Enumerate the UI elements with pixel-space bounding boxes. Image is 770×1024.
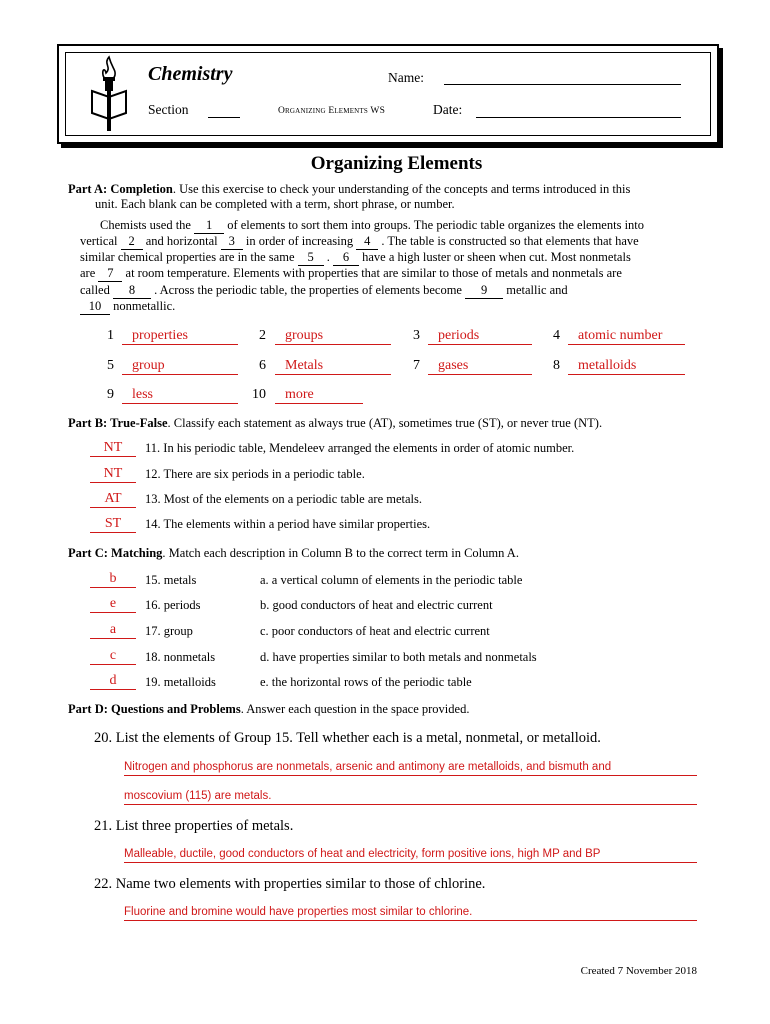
blank-6: 6 [333, 250, 359, 266]
partA-line3: similar chemical properties are in the same 5 . 6 have a high luster or sheen when cut. Most nonmetals [80, 250, 631, 264]
partA-line6: 10 nonmetallic. [80, 299, 175, 315]
partD-instructions [68, 702, 469, 717]
course-title: Chemistry [148, 63, 233, 85]
tf-statement: 13. Most of the elements on a periodic table are metals. [145, 492, 422, 506]
partB-instructions [68, 416, 602, 431]
match-description: a. a vertical column of elements in the periodic table [260, 573, 523, 587]
answer-1[interactable]: properties [122, 328, 238, 345]
section-field[interactable] [208, 117, 240, 118]
tf-answer[interactable]: AT [90, 491, 136, 508]
match-answer[interactable]: a [90, 622, 136, 639]
tf-answer[interactable]: NT [90, 440, 136, 457]
footer-created-date: Created 7 November 2018 [580, 965, 697, 977]
blank-3: 3 [221, 234, 243, 250]
partC-instructions-text: . Match each description in Column B to the correct term in Column A. [162, 546, 519, 560]
blank-10: 10 [80, 299, 110, 315]
tf-statement: 12. There are six periods in a periodic table. [145, 467, 365, 481]
partD-instructions-text: . Answer each question in the space provided. [240, 702, 470, 716]
blank-9: 9 [465, 283, 503, 299]
partA-heading: Part A: Completion [68, 182, 173, 196]
answer-9[interactable]: less [122, 387, 238, 404]
name-field[interactable] [444, 84, 681, 85]
blank-4: 4 [356, 234, 378, 250]
question-21: 21. List three properties of metals. [94, 818, 294, 834]
answer-7[interactable]: gases [428, 358, 532, 375]
name-label: Name: [388, 70, 424, 85]
match-term: 16. periods [145, 598, 201, 612]
answer-6[interactable]: Metals [275, 358, 391, 375]
tf-statement: 14. The elements within a period have similar properties. [145, 517, 431, 531]
section-label: Section [148, 102, 189, 117]
answer-20-line1[interactable]: Nitrogen and phosphorus are nonmetals, arsenic and antimony are metalloids, and bismuth and [124, 760, 697, 776]
match-term: 17. group [145, 624, 193, 638]
blank-8: 8 [113, 283, 151, 299]
partB-heading: Part B: True-False [68, 416, 168, 430]
answer-2[interactable]: groups [275, 328, 391, 345]
partC-instructions [68, 546, 519, 561]
blank-2: 2 [121, 234, 143, 250]
answer-4[interactable]: atomic number [568, 328, 685, 345]
answer-22[interactable]: Fluorine and bromine would have properties most similar to chlorine. [124, 905, 697, 921]
partA-line5: called 8 . Across the periodic table, the properties of elements become 9 metallic and [80, 283, 568, 297]
blank-7: 7 [98, 266, 122, 282]
answer-5[interactable]: group [122, 358, 238, 375]
match-answer[interactable]: e [90, 596, 136, 613]
answer-3[interactable]: periods [428, 328, 532, 345]
worksheet-header [57, 44, 719, 144]
question-22: 22. Name two elements with properties similar to those of chlorine. [94, 876, 486, 892]
partB-instructions-text: . Classify each statement as always true (AT), sometimes true (ST), or never true (NT). [167, 416, 603, 430]
answer-21[interactable]: Malleable, ductile, good conductors of heat and electricity, form positive ions, high MP and BP [124, 847, 697, 863]
partA-instructions-text: . Use this exercise to check your understanding of the concepts and terms introduced in this [172, 182, 631, 196]
match-term: 18. nonmetals [145, 650, 216, 664]
blank-1: 1 [194, 218, 224, 234]
partD-heading: Part D: Questions and Problems [68, 702, 241, 716]
match-description: d. have properties similar to both metals and nonmetals [260, 650, 537, 664]
match-description: e. the horizontal rows of the periodic table [260, 675, 472, 689]
question-20: 20. List the elements of Group 15. Tell whether each is a metal, nonmetal, or metalloid. [94, 730, 601, 746]
date-field[interactable] [476, 117, 681, 118]
match-answer[interactable]: b [90, 571, 136, 588]
match-term: 19. metalloids [145, 675, 216, 689]
answer-20-line2[interactable]: moscovium (115) are metals. [124, 789, 697, 805]
partC-heading: Part C: Matching [68, 546, 163, 560]
worksheet-label: Organizing Elements WS [278, 106, 386, 116]
tf-answer[interactable]: NT [90, 466, 136, 483]
date-label: Date: [433, 102, 463, 117]
torch-book-logo-icon [88, 55, 130, 135]
answer-8[interactable]: metalloids [568, 358, 685, 375]
page-title: Organizing Elements [310, 153, 483, 174]
match-description: c. poor conductors of heat and electric current [260, 624, 490, 638]
match-description: b. good conductors of heat and electric current [260, 598, 493, 612]
match-answer[interactable]: d [90, 673, 136, 690]
partA-line2: vertical 2 and horizontal 3 in order of increasing 4 . The table is constructed so that elements that have [80, 234, 639, 248]
partA-instructions-line2: unit. Each blank can be completed with a term, short phrase, or number. [95, 197, 455, 211]
partA-line1: Chemists used the 1 of elements to sort them into groups. The periodic table organizes the elements into [100, 218, 645, 232]
match-term: 15. metals [145, 573, 197, 587]
partA-line4: are 7 at room temperature. Elements with properties that are similar to those of metals and nonmetals are [80, 266, 622, 280]
answer-10[interactable]: more [275, 387, 363, 404]
match-answer[interactable]: c [90, 648, 136, 665]
tf-statement: 11. In his periodic table, Mendeleev arranged the elements in order of atomic number. [145, 441, 575, 455]
partA-instructions [68, 181, 708, 197]
blank-5: 5 [298, 250, 324, 266]
tf-answer[interactable]: ST [90, 516, 136, 533]
